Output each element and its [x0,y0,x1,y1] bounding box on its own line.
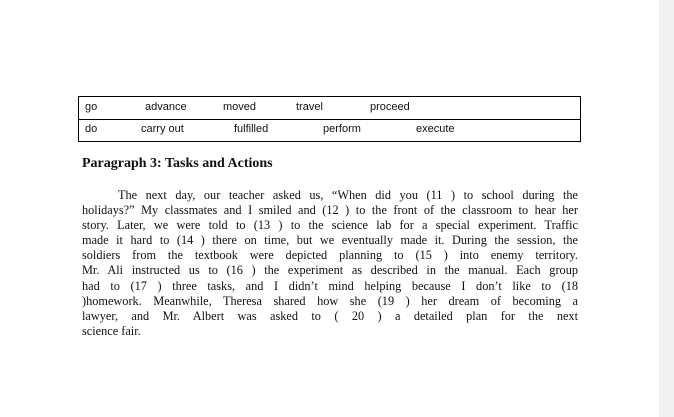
paragraph-body [82,188,578,339]
page-edge [659,0,674,417]
word-bank-row [79,119,580,141]
word-bank-table [78,96,581,142]
word-bank-cell: proceed [370,101,410,113]
paragraph-line: Mr. Ali instructed us to (16 ) the experiment as described in the manual. Each group [82,263,578,278]
word-bank-row [79,97,580,120]
word-bank-cell: execute [416,123,455,135]
word-bank-cell: perform [323,123,361,135]
paragraph-line: story. Later, we were told to (13 ) to the science lab for a special experiment. Traffic [82,218,578,233]
word-bank-cell: travel [296,101,323,113]
paragraph-line: lawyer, and Mr. Albert was asked to ( 20 ) a detailed plan for the next [82,308,578,323]
paragraph-line: The next day, our teacher asked us, “When did you (11 ) to school during the [118,188,578,202]
word-bank-cell: fulfilled [234,123,269,135]
paragraph-heading: Paragraph 3: Tasks and Actions [82,156,273,171]
word-bank-cell: carry out [141,123,184,135]
paragraph-line: )homework. Meanwhile, Theresa shared how she (19 ) her dream of becoming a [82,293,578,308]
word-bank-cell: moved [223,101,257,113]
paragraph-line: made it hard to (14 ) there on time, but we eventually made it. During the session, the [82,233,578,248]
paragraph-line: had to (17 ) three tasks, and I didn’t mind helping because I don’t like to (18 [82,278,578,293]
paragraph-line: soldiers from the textbook were depicted planning to (15 ) into enemy territory. [82,248,578,263]
paragraph-line: science fair. [82,323,141,338]
word-bank-cell: do [85,123,98,135]
word-bank-cell: advance [145,101,187,113]
paragraph-line: holidays?” My classmates and I smiled and (12 ) to the front of the classroom to hear her [82,203,578,218]
word-bank-cell: go [85,101,98,113]
